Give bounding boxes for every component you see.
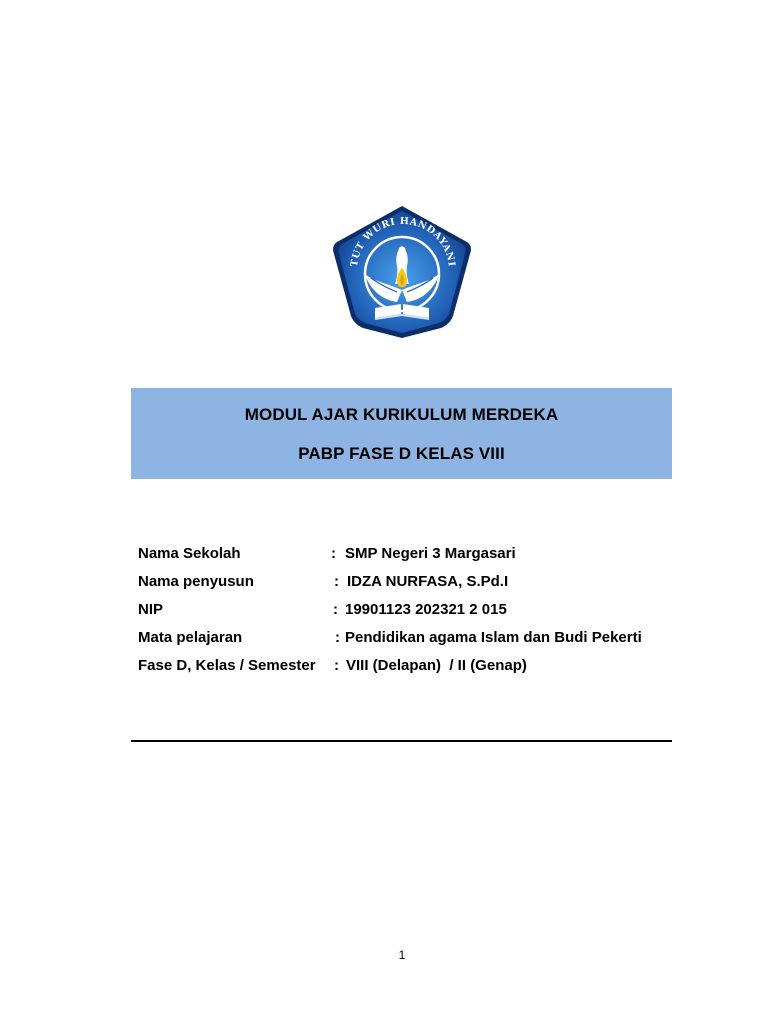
page-number: 1: [398, 948, 406, 962]
info-label: Nama Sekolah: [138, 545, 241, 562]
info-row-phase-class-semester: [138, 656, 678, 684]
info-value: IDZA NURFASA, S.Pd.I: [347, 573, 509, 590]
info-colon: :: [333, 601, 338, 618]
info-label: NIP: [138, 601, 164, 618]
info-label: Fase D, Kelas / Semester: [138, 657, 316, 674]
info-label: Nama penyusun: [138, 573, 254, 590]
title-banner: [131, 388, 672, 479]
info-colon: :: [331, 545, 336, 562]
info-colon: :: [335, 629, 340, 646]
svg-text:TUT WURI HANDAYANI: TUT WURI HANDAYANI: [349, 215, 457, 268]
info-colon: :: [334, 573, 339, 590]
tut-wuri-handayani-logo: [331, 204, 473, 340]
document-info: [138, 544, 678, 684]
info-row-nip: [138, 600, 678, 628]
info-colon: :: [334, 657, 339, 674]
info-value: VIII (Delapan) / II (Genap): [346, 657, 527, 674]
info-label: Mata pelajaran: [138, 629, 243, 646]
info-row-school: [138, 544, 678, 572]
info-row-subject: [138, 628, 678, 656]
info-row-author: [138, 572, 678, 600]
info-value: SMP Negeri 3 Margasari: [345, 545, 516, 562]
info-value: 19901123 202321 2 015: [345, 601, 507, 618]
info-value: Pendidikan agama Islam dan Budi Pekerti: [345, 629, 642, 646]
document-title: MODUL AJAR KURIKULUM MERDEKA: [244, 405, 559, 424]
divider-line: [131, 740, 672, 742]
document-subtitle: PABP FASE D KELAS VIII: [298, 444, 505, 463]
